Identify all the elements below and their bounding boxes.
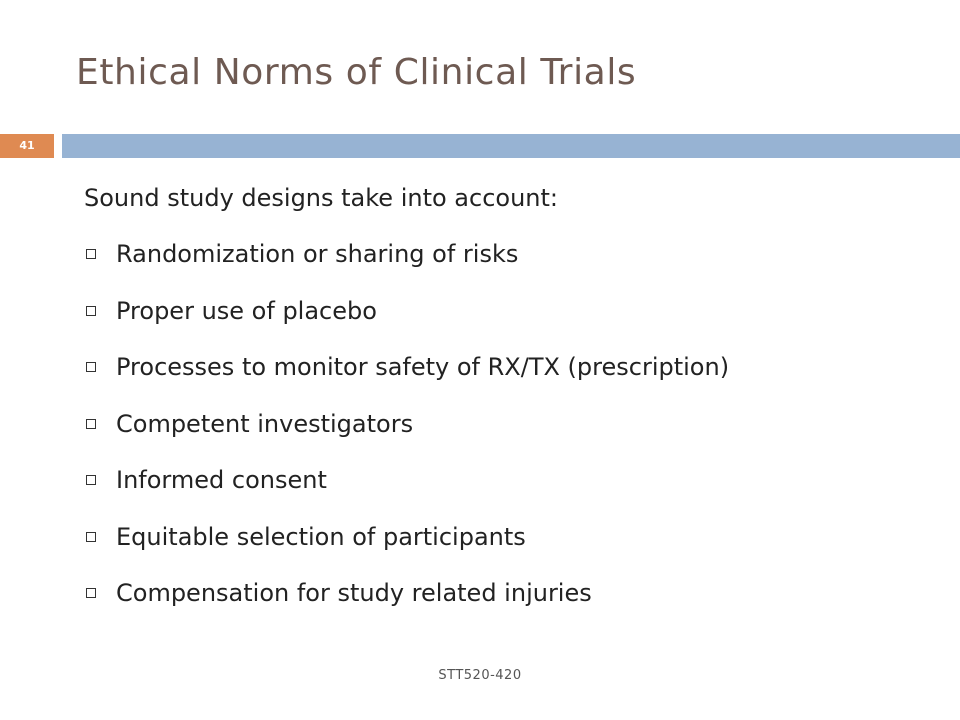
slide-title: Ethical Norms of Clinical Trials — [76, 52, 637, 93]
bullet-item — [84, 347, 934, 404]
bullet-list — [84, 234, 934, 630]
bullet-text: Processes to monitor safety of RX/TX (prescription) — [116, 353, 730, 381]
header-bar — [62, 134, 960, 158]
checkbox-square-icon — [86, 249, 96, 259]
checkbox-square-icon — [86, 532, 96, 542]
bullet-item — [84, 404, 934, 461]
slide-number: 41 — [19, 139, 35, 152]
slide-footer: STT520-420 — [438, 668, 522, 683]
bullet-text: Compensation for study related injuries — [116, 579, 592, 607]
slide-number-badge — [0, 134, 54, 158]
bullet-item — [84, 573, 934, 630]
checkbox-square-icon — [86, 588, 96, 598]
bullet-text: Informed consent — [116, 466, 327, 494]
bullet-text: Equitable selection of participants — [116, 522, 526, 551]
bullet-text: Competent investigators — [116, 409, 414, 438]
bullet-item — [84, 291, 934, 348]
checkbox-square-icon — [86, 362, 96, 372]
checkbox-square-icon — [86, 306, 96, 316]
bullet-text: Randomization or sharing of risks — [116, 240, 519, 268]
intro-text: Sound study designs take into account: — [84, 184, 558, 212]
bullet-text: Proper use of placebo — [116, 296, 377, 325]
checkbox-square-icon — [86, 419, 96, 429]
bullet-item — [84, 234, 934, 291]
bullet-item — [84, 517, 934, 574]
checkbox-square-icon — [86, 475, 96, 485]
slide-body — [84, 178, 934, 630]
bullet-item — [84, 460, 934, 517]
